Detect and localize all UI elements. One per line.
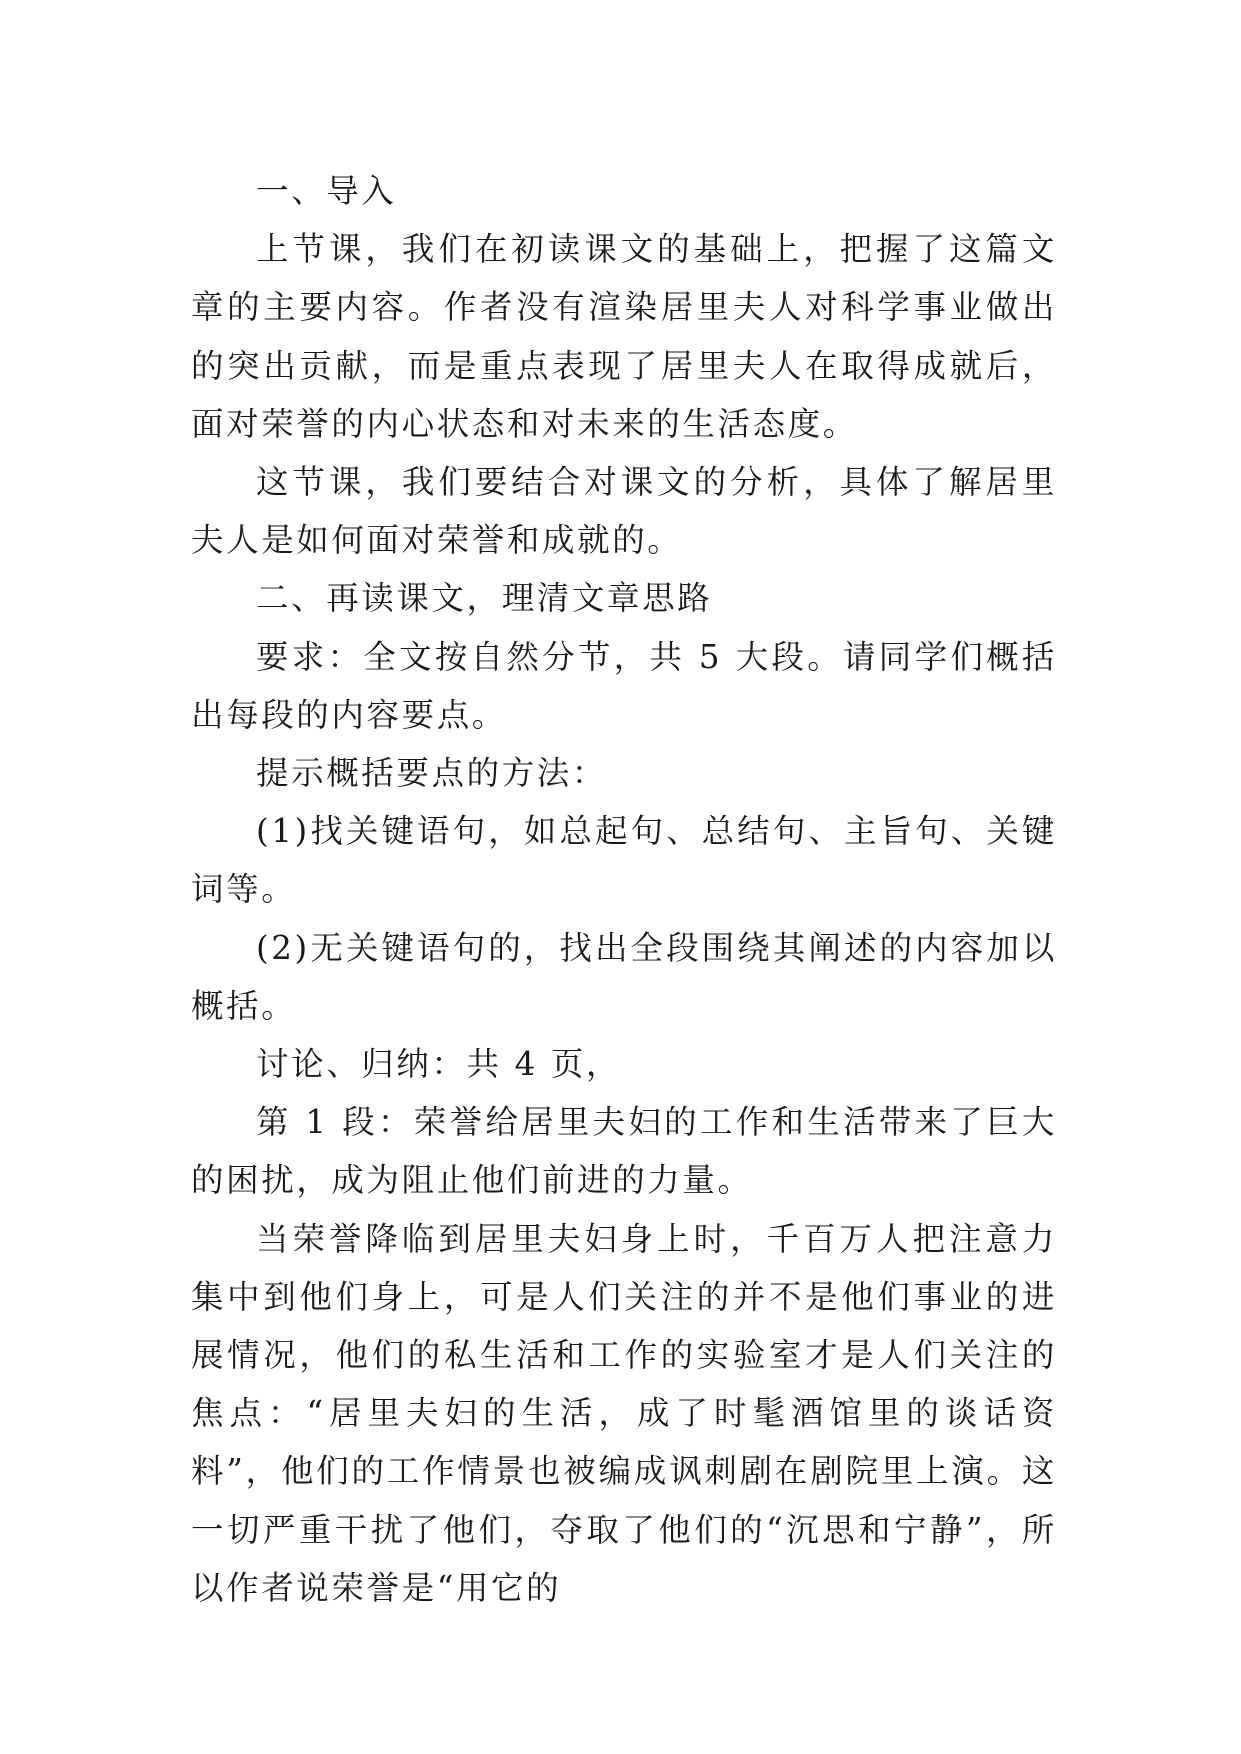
list-item-method-2: (2)无关键语句的，找出全段围绕其阐述的内容加以概括。 — [191, 928, 1057, 1025]
paragraph-this-lesson: 这节课，我们要结合对课文的分析，具体了解居里夫人是如何面对荣誉和成就的。 — [191, 463, 1057, 560]
document-page — [191, 162, 1057, 1617]
section-heading-intro: 一、导入 — [256, 172, 397, 210]
paragraph-section-1: 第 1 段：荣誉给居里夫妇的工作和生活带来了巨大的困扰，成为阻止他们前进的力量。 — [191, 1103, 1057, 1200]
list-item-method-1: (1)找关键语句，如总起句、总结句、主旨句、关键词等。 — [191, 812, 1057, 909]
paragraph-requirement: 要求：全文按自然分节，共 5 大段。请同学们概括出每段的内容要点。 — [191, 637, 1057, 734]
paragraph-previous-lesson: 上节课，我们在初读课文的基础上，把握了这篇文章的主要内容。作者没有渲染居里夫人对科学事业做出的突出贡献，而是重点表现了居里夫人在取得成就后，面对荣誉的内心状态和对未来的生活态度。 — [191, 230, 1057, 443]
section-heading-reread: 二、再读课文，理清文章思路 — [256, 579, 713, 618]
paragraph-discussion: 讨论、归纳：共 4 页， — [256, 1045, 622, 1084]
paragraph-method-prompt: 提示概括要点的方法： — [256, 754, 608, 793]
paragraph-section-1-detail: 当荣誉降临到居里夫妇身上时，千百万人把注意力集中到他们身上，可是人们关注的并不是他们事业的进展情况，他们的私生活和工作的实验室才是人们关注的焦点：“居里夫妇的生活，成了时髦酒馆里的谈话资料”，他们的工作情景也被编成讽刺剧在剧院里上演。这一切严重干扰了他们，夺取了他们的“沉思和宁静”，所以作者说荣誉是“用它的 — [191, 1219, 1057, 1607]
